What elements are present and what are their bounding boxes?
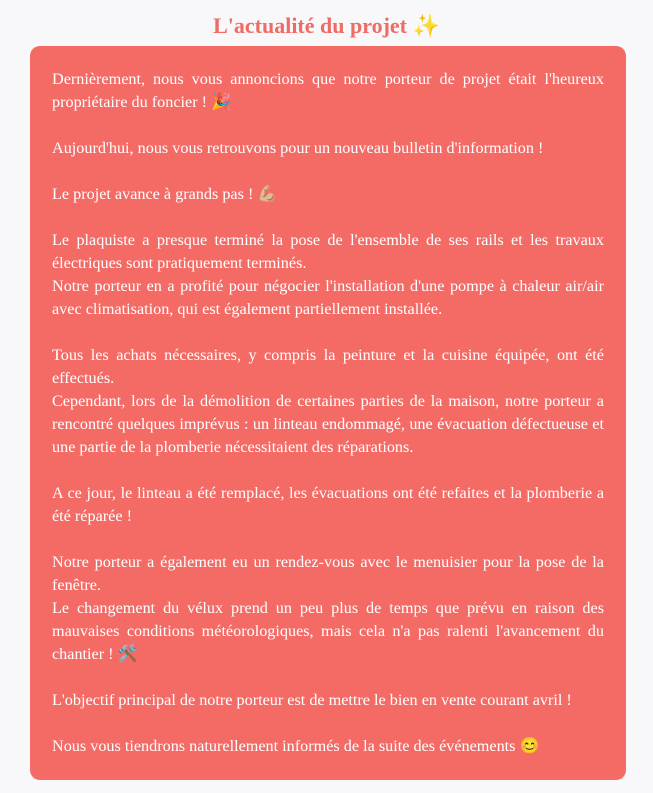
paragraph-conclusion: Nous vous tiendrons naturellement informés de la suite des événements 😊 [52,737,540,755]
text-achats: Tous les achats nécessaires, y compris la peinture et la cuisine équipée, ont été effectués. [52,346,604,387]
text-pompe-chaleur: Notre porteur en a profité pour négocier l'installation d'une pompe à chaleur air/air avec climatisation, qui est également partiellement installée. [52,277,604,318]
paragraph-foncier: Dernièrement, nous vous annoncions que notre porteur de projet était l'heureux propriétaire du foncier ! 🎉 [52,70,604,111]
paragraph-menuiserie [52,551,604,666]
paragraph-bulletin: Aujourd'hui, nous vous retrouvons pour un nouveau bulletin d'information ! [52,139,544,157]
text-plaquiste: Le plaquiste a presque terminé la pose de l'ensemble de ses rails et les travaux électriques sont pratiquement terminés. [52,231,604,272]
paragraph-avancement: Le projet avance à grands pas ! 💪🏼 [52,185,278,203]
page-title: L'actualité du projet ✨ [213,13,440,38]
text-menuisier: Notre porteur a également eu un rendez-vous avec le menuisier pour la pose de la fenêtre. [52,553,604,594]
paragraph-achats [52,344,604,459]
paragraph-reparations: A ce jour, le linteau a été remplacé, les évacuations ont été refaites et la plomberie a été réparée ! [52,484,604,525]
news-card [30,46,626,780]
paragraph-travaux [52,229,604,321]
text-velux: Le changement du vélux prend un peu plus de temps que prévu en raison des mauvaises conditions météorologiques, mais cela n'a pas ralenti l'avancement du chantier ! 🛠️ [52,599,604,663]
paragraph-objectif: L'objectif principal de notre porteur est de mettre le bien en vente courant avril ! [52,691,572,709]
text-imprevus: Cependant, lors de la démolition de certaines parties de la maison, notre porteur a rencontré quelques imprévus : un linteau endommagé, une évacuation défectueuse et une partie de la plomberie nécessitaient des réparations. [52,392,604,456]
